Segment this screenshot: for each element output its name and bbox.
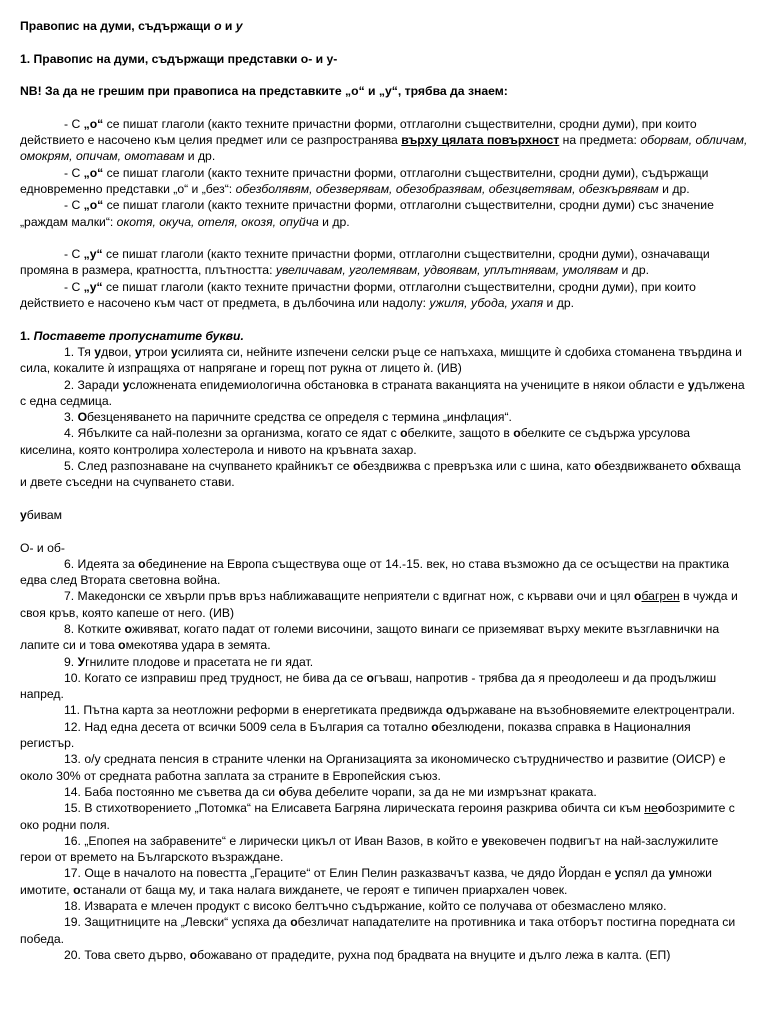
exercise-item: 10. Когато се изправиш пред трудност, не бива да се огъваш, напротив - трябва да я преодолееш и да продължиш напред. [20, 670, 717, 702]
exercise-item: 1. Тя удвои, утрои усилията си, нейните изпечени селски ръце се напъхаха, мишците ѝ сдобиха стоманена твърдина и сила, кокалите ѝ изпращяха от напрягане и горещ пот рукна от лицето ѝ. (ИВ) [20, 344, 742, 376]
task-heading: 1. Поставете пропуснатите букви. [20, 328, 244, 343]
rule-paragraph: - С „у“ се пишат глаголи (както техните причастни форми, отглаголни съществителни, сродни думи), означаващи промяна в размера, кратността, плътността: увеличавам, уголемявам, удвоявам, уплътнявам, умолявам и др. [20, 247, 710, 278]
exercise-item: 11. Пътна карта за неотложни реформи в енергетиката предвижда одържаване на възобновяемите електроцентрали. [64, 703, 735, 718]
exercise-item: 17. Още в началото на повестта „Гераците“ от Елин Пелин разказвачът казва, че дядо Йордан е успял да умножи имотите, останали от баща му, и така налага вижданете, че героят е типичен приархален човек. [20, 866, 712, 897]
rule-paragraph: - С „о“ се пишат глаголи (както техните причастни форми, отглаголни съществителни, сродни думи), съдържащи едновременно представки „о“ и „без“: обезболявям, обезверявам, обезобразявам, обезцветявам, обезкървявам и др. [20, 165, 709, 196]
exercise-item: 20. Това свето дърво, обожавано от прадедите, рухна под брадвата на внуците и дълго лежа в калта. (ЕП) [64, 947, 671, 962]
exercise-item: 14. Баба постоянно ме съветва да си обува дебелите чорапи, за да не ми измръзнат краката. [64, 784, 597, 799]
exercise-item: 15. В стихотворението „Потомка“ на Елисавета Багряна лирическата героиня разкрива обичта си към необозримите с око родни поля. [20, 801, 735, 832]
exercise-item: 3. Обезценяването на паричните средства се определя с термина „инфлация“. [64, 410, 512, 425]
exercise-item: 9. Угнилите плодове и прасетата не ги ядат. [64, 654, 314, 669]
exercise-item: 18. Изварата е млечен продукт с високо белтъчно съдържание, който се получава от обезмаслено мляко. [64, 899, 667, 914]
exercise-item: 8. Котките оживяват, когато падат от големи височини, защото винаги се приземяват върху меките възглавнички на лапите си и това омекотява удара в земята. [20, 621, 720, 653]
subheading-o-ob: О- и об- [20, 540, 65, 555]
exercise-item: 13. о/у средната пенсия в страните членки на Организацията за икономическо сътрудничество и развитие (ОИСР) е около 30% от средната работна заплата за страните в Европейския съюз. [20, 752, 726, 783]
note-word: убивам [20, 507, 63, 522]
exercise-item: 19. Защитниците на „Левски“ успяха да обезличат нападателите на противника и така отборът постигна поредната си победа. [20, 915, 736, 946]
document-title: Правопис на думи, съдържащи о и у [20, 19, 243, 33]
section-heading: 1. Правопис на думи, съдържащи представки о- и у- [20, 51, 338, 66]
rule-paragraph: - С „у“ се пишат глаголи (както техните причастни форми, отглаголни съществителни, сродни думи), при които действието е насочено към част от предмета, в дълбочина или надолу: ужиля, убода, ухапя и др. [20, 279, 696, 311]
rule-paragraph: - С „о“ се пишат глаголи (както техните причастни форми, отглаголни съществителни, сродни думи) със значение „раждам малки“: окотя, окуча, отеля, окозя, опуйча и др. [20, 198, 714, 229]
exercise-item: 2. Заради усложнената епидемиологична обстановка в страната ваканцията на учениците в някои области е удължена с една седмица. [20, 377, 745, 408]
nb-heading: NB! За да не грешим при правописа на представките „о“ и „у“, трябва да знаем: [20, 84, 508, 99]
exercise-item: 16. „Епопея на забравените“ е лирически цикъл от Иван Вазов, в който е увековечен подвигът на най-заслужилите герои от времето на Българското възраждане. [20, 833, 719, 865]
exercise-item: 4. Ябълките са най-полезни за организма, когато се ядат с обелките, защото в обелките се съдържа урсулова киселина, която контролира холестерола и нивото на кръвната захар. [20, 426, 691, 457]
exercise-item: 5. След разпознаване на счупването крайникът се обездвижва с превръзка или с шина, като обездвижването обхваща и двете съседни на счупването стави. [20, 459, 741, 490]
rule-paragraph: - С „о“ се пишат глаголи (както техните причастни форми, отглаголни съществителни, сродни думи), при които действието е насочено към целия предмет или се разпространява върху цялата повърхност на предмета: оборвам, обличам, омокрям, опичам, омотавам и др. [20, 116, 748, 164]
exercise-item: 6. Идеята за обединение на Европа съществува още от 14.-15. век, но става възможно да се осъществи на практика едва след Втората световна война. [20, 556, 730, 588]
exercise-item: 7. Македонски се хвърли пръв връз наближаващите неприятели с вдигнат нож, с кървави очи и цял обагрен в чужда и своя кръв, която капеше от него. (ИВ) [20, 589, 738, 620]
exercise-item: 12. Над една десета от всички 5009 села в България са тотално обезлюдени, показва справка в Националния регистър. [20, 719, 691, 751]
